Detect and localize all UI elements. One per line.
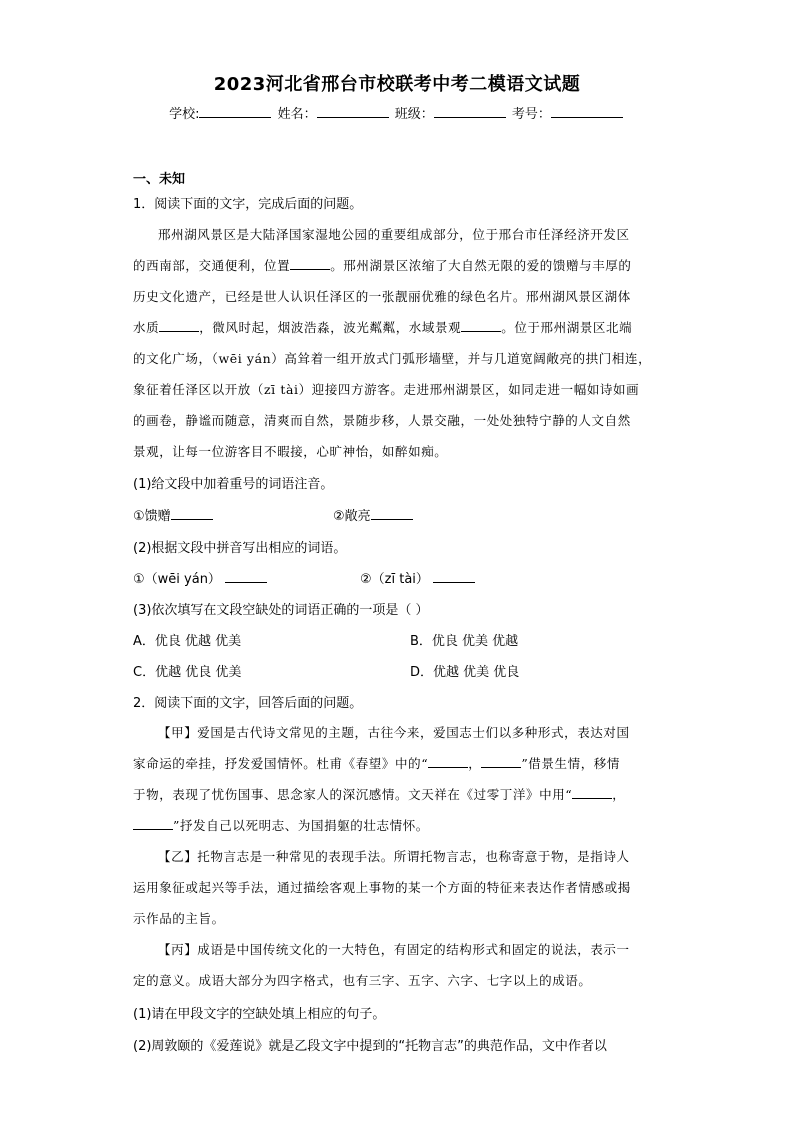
answer-blank[interactable] [171,507,213,520]
passage-jia-line: 于物，表现了忧伤国事、思念家人的深沉感情。文天祥在《过零丁洋》中用“ ， [133,787,626,802]
passage-bing-line: 【丙】成语是中国传统文化的一大特色，有固定的结构形式和固定的说法，表示一 [158,942,630,957]
answer-blank[interactable] [371,507,413,520]
answer-blank[interactable] [433,570,475,583]
id-label: 考号： [511,107,551,122]
q1-sub2: (2)根据文段中拼音写出相应的词语。 [133,541,347,556]
class-label: 班级： [394,107,434,122]
q1-sub1: (1)给文段中加着重号的词语注音。 [133,477,334,492]
q1-sub2-a: ①（wēi yán） [133,568,267,587]
passage-yi-line: 示作品的主旨。 [133,911,225,926]
school-blank[interactable] [199,105,271,118]
passage-line: 景观，让每一位游客目不暇接，心旷神怡，如醉如痴。 [133,444,448,459]
passage-yi-line: 【乙】托物言志是一种常见的表现手法。所谓托物言志，也称寄意于物，是指诗人 [158,849,630,864]
answer-blank[interactable] [225,570,267,583]
answer-blank[interactable] [290,257,330,270]
q2-sub1: (1)请在甲段文字的空缺处填上相应的句子。 [133,1007,386,1022]
school-label: 学校: [169,107,200,122]
answer-blank[interactable] [481,755,521,768]
passage-jia-line: 家命运的牵挂，抒发爱国情怀。杜甫《春望》中的“ ， ”借景生情，移情 [133,756,621,771]
q2-sub2: (2)周敦颐的《爱莲说》就是乙段文字中提到的“托物言志”的典范作品，文中作者以 [133,1039,607,1054]
q1-prompt: 1．阅读下面的文字，完成后面的问题。 [133,197,363,212]
passage-yi-line: 运用象征或起兴等手法，通过描绘客观上事物的某一个方面的特征来表达作者情感或揭 [133,880,631,895]
id-blank[interactable] [551,105,623,118]
section-heading: 一、未知 [133,172,186,187]
answer-blank[interactable] [461,319,501,332]
option-d[interactable]: D．优越 优美 优良 [410,665,520,680]
answer-blank[interactable] [133,817,173,830]
page-title: 2023河北省邢台市校联考中考二模语文试题 [213,74,581,95]
option-b[interactable]: B．优良 优美 优越 [410,634,519,649]
passage-line: 的西南部，交通便利，位置 。邢州湖景区浓缩了大自然无限的爱的馈赠与丰厚的 [133,258,632,273]
class-blank[interactable] [434,105,506,118]
passage-bing-line: 定的意义。成语大部分为四字格式，也有三字、五字、六字、七字以上的成语。 [133,973,592,988]
passage-line: 历史文化遗产，已经是世人认识任泽区的一张靓丽优雅的绿色名片。邢州湖风景区湖体 [133,289,631,304]
student-info-row [0,103,794,122]
q1-sub3: (3)依次填写在文段空缺处的词语正确的一项是（ ） [133,603,429,618]
option-c[interactable]: C．优越 优良 优美 [133,665,242,680]
passage-line: 的画卷，静谧而随意，清爽而自然，景随步移，人景交融，一处处独特宁静的人文自然 [133,413,631,428]
passage-line: 水质 ，微风时起，烟波浩淼，波光粼粼，水域景观 。位于邢州湖景区北端 [133,320,633,335]
answer-blank[interactable] [428,755,468,768]
passage-line: 邢州湖风景区是大陆泽国家湿地公园的重要组成部分，位于邢台市任泽经济开发区 [158,227,630,242]
q1-sub1-a: ①馈赠 [133,505,213,524]
q2-prompt: 2．阅读下面的文字，回答后面的问题。 [133,696,363,711]
passage-line: 的文化广场，（wēi yán）高耸着一组开放式门弧形墙壁，并与几道宽阔敞亮的拱门相连， [133,351,652,366]
passage-jia-line: ”抒发自己以死明志、为国捐躯的壮志情怀。 [133,816,429,834]
passage-line: 象征着任泽区以开放（zī tài）迎接四方游客。走进邢州湖景区，如同走进一幅如诗如画 [133,382,640,397]
option-a[interactable]: A．优良 优越 优美 [133,634,242,649]
answer-blank[interactable] [159,319,199,332]
name-label: 姓名： [277,107,317,122]
name-blank[interactable] [317,105,389,118]
q1-sub1-b: ②敞亮 [333,505,413,524]
passage-jia-line: 【甲】爱国是古代诗文常见的主题，古往今来，爱国志士们以多种形式，表达对国 [158,725,630,740]
answer-blank[interactable] [572,786,612,799]
q1-sub2-b: ②（zī tài） [360,568,475,587]
